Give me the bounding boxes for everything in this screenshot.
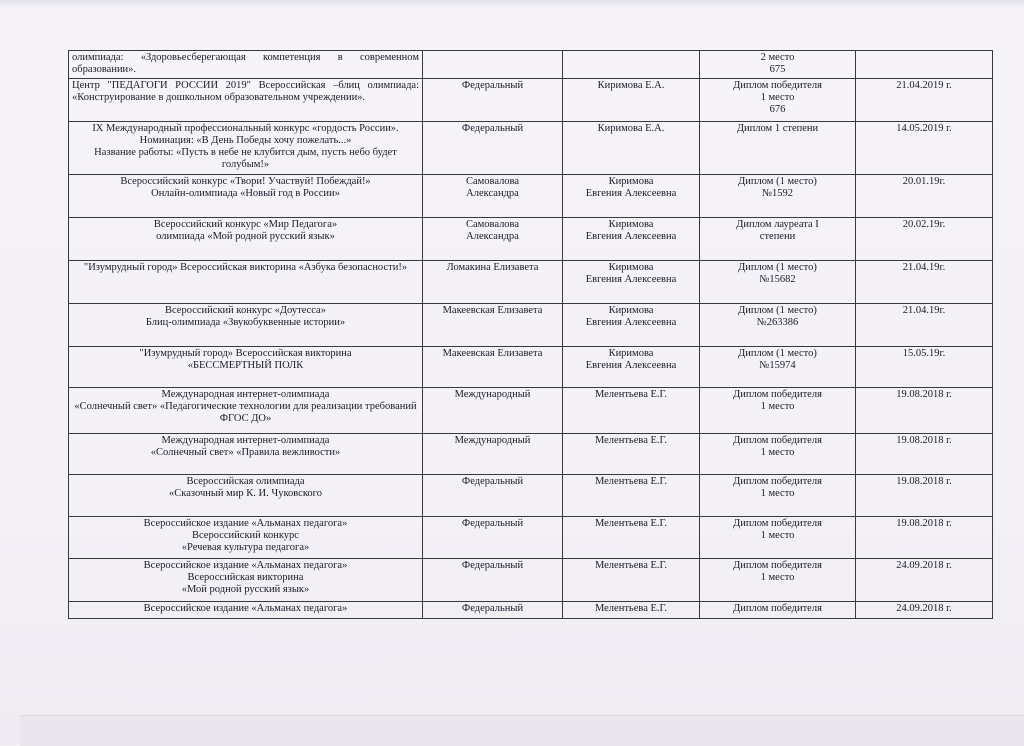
teacher-cell: Мелентьева Е.Г. [563,388,700,434]
level-cell: Федеральный [423,559,563,602]
result-cell: Диплом победителя 1 место [700,434,856,475]
table-row [69,79,993,122]
teacher-cell [563,51,700,79]
event-cell: Международная интернет-олимпиада «Солнечный свет» «Педагогические технологии для реализации требований ФГОС ДО» [69,388,423,434]
date-cell: 15.05.19г. [856,347,993,388]
table-row [69,517,993,559]
teacher-cell: Киримова Евгения Алексеевна [563,261,700,304]
event-cell: Всероссийское издание «Альманах педагога» Всероссийский конкурс «Речевая культура педагога» [69,517,423,559]
date-cell: 20.01.19г. [856,175,993,218]
event-cell: олимпиада: «Здоровьесберегающая компетенция в современном образовании». [69,51,423,79]
date-cell: 19.08.2018 г. [856,434,993,475]
result-cell: Диплом победителя 1 место [700,517,856,559]
level-cell [423,51,563,79]
result-cell: 2 место 675 [700,51,856,79]
event-cell: "Изумрудный город» Всероссийская викторина «БЕССМЕРТНЫЙ ПОЛК [69,347,423,388]
result-cell: Диплом лауреата I степени [700,218,856,261]
teacher-cell: Мелентьева Е.Г. [563,517,700,559]
page-bottom-band [20,715,1024,746]
teacher-cell: Мелентьева Е.Г. [563,602,700,619]
date-cell: 20.02.19г. [856,218,993,261]
date-cell: 19.08.2018 г. [856,475,993,517]
event-cell: Всероссийский конкурс «Доутесса» Блиц-олимпиада «Звукобуквенные истории» [69,304,423,347]
results-table [68,50,993,619]
table-row [69,175,993,218]
event-cell: Всероссийская олимпиада «Сказочный мир К. И. Чуковского [69,475,423,517]
table-row [69,602,993,619]
event-cell: IX Международный профессиональный конкурс «гордость России». Номинация: «В День Победы хочу пожелать...» Название работы: «Пусть в небе не клубится дым, пусть небо будет голубым!» [69,122,423,175]
level-cell: Макеевская Елизавета [423,304,563,347]
date-cell: 21.04.19г. [856,304,993,347]
event-cell: Международная интернет-олимпиада «Солнечный свет» «Правила вежливости» [69,434,423,475]
level-cell: Самовалова Александра [423,218,563,261]
table-row [69,434,993,475]
result-cell: Диплом победителя [700,602,856,619]
event-cell: Всероссийское издание «Альманах педагога» [69,602,423,619]
teacher-cell: Киримова Евгения Алексеевна [563,175,700,218]
table-row [69,347,993,388]
date-cell: 19.08.2018 г. [856,517,993,559]
result-cell: Диплом победителя 1 место 676 [700,79,856,122]
result-cell: Диплом победителя 1 место [700,388,856,434]
level-cell: Международный [423,388,563,434]
table-row [69,559,993,602]
teacher-cell: Киримова Е.А. [563,122,700,175]
level-cell: Ломакина Елизавета [423,261,563,304]
table-row [69,475,993,517]
event-cell: "Изумрудный город» Всероссийская викторина «Азбука безопасности!» [69,261,423,304]
date-cell: 21.04.2019 г. [856,79,993,122]
page-top-edge [0,0,1024,8]
teacher-cell: Киримова Е.А. [563,79,700,122]
date-cell: 19.08.2018 г. [856,388,993,434]
teacher-cell: Киримова Евгения Алексеевна [563,218,700,261]
teacher-cell: Киримова Евгения Алексеевна [563,347,700,388]
result-cell: Диплом 1 степени [700,122,856,175]
teacher-cell: Мелентьева Е.Г. [563,434,700,475]
level-cell: Федеральный [423,79,563,122]
event-cell: Всероссийский конкурс «Мир Педагога» олимпиада «Мой родной русский язык» [69,218,423,261]
result-cell: Диплом победителя 1 место [700,559,856,602]
result-cell: Диплом (1 место) №1592 [700,175,856,218]
event-cell: Всероссийский конкурс «Твори! Участвуй! Побеждай!» Онлайн-олимпиада «Новый год в России» [69,175,423,218]
level-cell: Федеральный [423,602,563,619]
result-cell: Диплом (1 место) №15682 [700,261,856,304]
level-cell: Федеральный [423,475,563,517]
level-cell: Федеральный [423,122,563,175]
level-cell: Федеральный [423,517,563,559]
level-cell: Международный [423,434,563,475]
table-row [69,388,993,434]
teacher-cell: Мелентьева Е.Г. [563,475,700,517]
date-cell: 21.04.19г. [856,261,993,304]
table-row [69,304,993,347]
result-cell: Диплом победителя 1 место [700,475,856,517]
table-row [69,51,993,79]
level-cell: Макеевская Елизавета [423,347,563,388]
result-cell: Диплом (1 место) №15974 [700,347,856,388]
date-cell: 24.09.2018 г. [856,602,993,619]
result-cell: Диплом (1 место) №263386 [700,304,856,347]
table-row [69,218,993,261]
results-table-body [69,51,993,619]
teacher-cell: Киримова Евгения Алексеевна [563,304,700,347]
date-cell [856,51,993,79]
teacher-cell: Мелентьева Е.Г. [563,559,700,602]
date-cell: 24.09.2018 г. [856,559,993,602]
table-row [69,261,993,304]
table-row [69,122,993,175]
event-cell: Всероссийское издание «Альманах педагога» Всероссийская викторина «Мой родной русский язык» [69,559,423,602]
level-cell: Самовалова Александра [423,175,563,218]
date-cell: 14.05.2019 г. [856,122,993,175]
event-cell: Центр "ПЕДАГОГИ РОССИИ 2019" Всероссийская –блиц олимпиада: «Конструирование в дошкольном образовательном учреждении». [69,79,423,122]
